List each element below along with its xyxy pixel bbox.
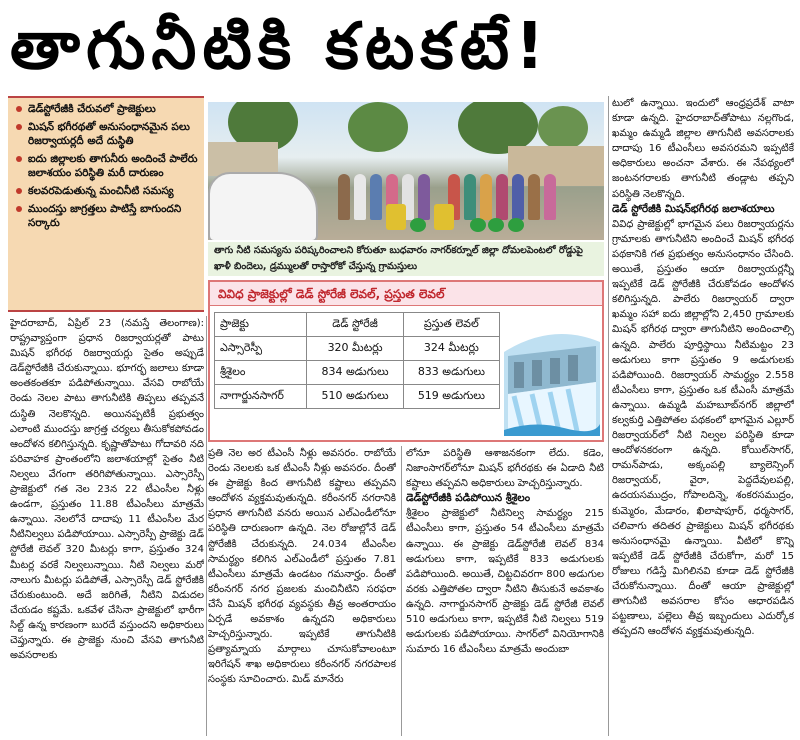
table-row bbox=[215, 385, 500, 409]
table-header-row bbox=[215, 313, 500, 337]
article-paragraph: ప్రతి నెల అర టీఎంసీ నీళ్లు అవసరం. రాబోయే రెండు నెలలకు ఒక టీఎంసీ నీళ్లు అవసరం. దీంతో ఈ ప్రాజెక్టు కింద తాగునీటి కష్టాలు తప్పవని ఆందోళన వ్యక్తమవుతున్నది. కరీంనగర్‌ నగరానికి ప్రధాన తాగునీటి వనరు అయిన ఎల్‌ఎండీలోనూ పరిస్థితి దారుణంగా ఉన్నది. నెల రోజుల్లోనే డెడ్‌ స్టోరేజీకి చేరుకున్నది. 24.034 టీఎంసీల సామర్థ్యం కలిగిన ఎల్‌ఎండీలో ప్రస్తుతం 7.81 టీఎంసీలు మాత్రమే ఉండటం గమనార్హం. దీంతో కరీంనగర్‌ నగర ప్రజలకు మంచినీటిని సరఫరా చేసే మిషన్‌ భగీరథ వ్యవస్థకు తీవ్ర అంతరాయం ఏర్పడే అవకాశం ఉన్నదని అధికారులు హెచ్చరిస్తున్నారు. ఇప్పటికే తాగునీటికి ప్రత్యామ్నాయ మార్గాలు చూసుకోవాలంటూ ఇరిగేషన్‌ శాఖ అధికారులు కరీంనగర్‌ నగరపాలక సంస్థకు సూచించారు. మిడ్‌ మానేరు bbox=[208, 448, 396, 686]
highlights-box bbox=[8, 96, 204, 312]
highlight-item: కలవరపెడుతున్న మంచినీటి సమస్య bbox=[14, 184, 198, 198]
protest-photo bbox=[208, 102, 604, 240]
article-paragraph: శ్రీశైలం ప్రాజెక్టులో నీటినిల్వ సామర్థ్యం 215 టీఎంసీలు కాగా, ప్రస్తుతం 54 టీఎంసీలు మాత్రమే ఉన్నాయి. ఈ ప్రాజెక్టు డెడ్‌స్టోరేజీ లెవల్‌ 834 అడుగులు కాగా, ఇప్పటికే 833 అడుగులకు పడిపోయింది. అయితే, చిట్టచివరగా 800 అడుగుల వరకు ఎత్తిపోతల ద్వారా నీటిని తీసుకునే అవకాశం ఉన్నది. నాగార్జునసాగర్‌ ప్రాజెక్టు డెడ్‌ స్టోరేజీ లెవల్‌ 510 అడుగులు కాగా, ఇప్పటికే నీటి నిల్వలు 519 అడుగులకు పడిపోయాయి. సాగర్‌లో వినియోగానికి సుమారు 16 టీఎంసీలు మాత్రమే అందుబా bbox=[406, 508, 604, 656]
column-divider bbox=[401, 446, 402, 736]
table-cell: 833 అడుగులు bbox=[403, 361, 499, 385]
section-subheading: డెడ్‌ స్టోరేజీకి మిషన్‌భగీరథ జలాశయాలు bbox=[612, 202, 775, 215]
photo-caption: తాగు నీటి సమస్యను పరిష్కరించాలని కోరుతూ బుధవారం నాగర్‌కర్నూల్‌ జిల్లా దోమలపెంటలో రోడ్డుపై ఖాళీ బిందెలు, డ్రమ్ములతో రాస్తారోకో చేస్తున్న గ్రామస్తులు bbox=[208, 242, 604, 276]
table-header: ప్రాజెక్టు bbox=[215, 313, 307, 337]
table-cell: శ్రీశైలం bbox=[215, 361, 307, 385]
table-header: డెడ్‌ స్టోరేజీ bbox=[307, 313, 403, 337]
table-cell: ఎస్సారెస్పీ bbox=[215, 337, 307, 361]
article-column-4 bbox=[612, 96, 794, 736]
table-cell: 324 మీటర్లు bbox=[403, 337, 499, 361]
column-divider bbox=[608, 96, 609, 736]
table-title: వివిధ ప్రాజెక్టుల్లో డెడ్‌ స్టోరేజీ లెవల్‌, ప్రస్తుత లెవల్‌ bbox=[210, 282, 602, 306]
section-subheading: డెడ్‌స్టోరేజీకి పడిపోయిన శ్రీశైలం bbox=[406, 492, 531, 505]
table-header: ప్రస్తుత లెవల్‌ bbox=[403, 313, 499, 337]
article-paragraph: వివిధ ప్రాజెక్టుల్లో భాగమైన పలు రిజర్వాయర్లను గ్రామాలకు తాగునీటిని అందించే మిషన్‌ భగీరథ పథకానికి గత ప్రభుత్వం అనుసంధానం చేసింది. అయితే, ప్రస్తుతం ఆయా రిజర్వాయర్లన్నీ ఇప్పటికే డెడ్‌ స్టోరేజీకి చేరుకోవడం ఆందోళన కలిగిస్తున్నది. పాలేరు రిజర్వాయర్‌ ద్వారా ఖమ్మం సహా ఐదు జిల్లాల్లోని 2,450 గ్రామాలకు మిషన్‌ భగీరథ ద్వారా తాగునీటిని అందించాల్సి ఉన్నది. పాలేరు పూర్తిస్థాయి నీటిమట్టం 23 అడుగులు కాగా ప్రస్తుతం 9 అడుగులకు పడిపోయింది. రిజర్వాయర్‌ సామర్థ్యం 2.558 టీఎంసీలు కాగా, ప్రస్తుతం ఒక టీఎంసీ మాత్రమే ఉన్నాయి. ఉమ్మడి మహబూబ్‌నగర్‌ జిల్లాలో కల్వకుర్తి ఎత్తిపోతల పథకంలో భాగమైన ఎల్లూర్‌ రిజర్వాయర్‌లో నీటి నిల్వల పరిస్థితి కూడా ఆందోళనకరంగా ఉన్నది. కోయిల్‌సాగర్‌, రామన్‌పాడు, అక్కంపల్లి బ్యాలెన్సింగ్‌ రిజర్వాయర్‌, వైరా, పెద్దదేవులపల్లి, ఉదయసముద్రం, గోపాలదిన్నె, శంకరసముద్రం, కుమ్మెరం, మేడారం, ఖిలాషాపూర్‌, ధర్మసాగర్‌, చలివాగు తదితర ప్రాజెక్టులు మిషన్‌ భగీరథకు అనుసంధానమై ఉన్నాయి. వీటిలో కొన్ని ఇప్పటికే డెడ్‌ స్టోరేజీకి చేరుకోగా, మరో 15 రోజులు గడిస్తే మిగిలినవి కూడా డెడ్‌ స్టోరేజీకి చేరుకోనున్నాయి. దీంతో ఆయా ప్రాజెక్టుల్లో తాగునీటి అవసరాల కోసం ఆధారపడిన పట్టణాలు, పల్లెలు తీవ్ర ఇబ్బందులు ఎదుర్కోక తప్పదని ఆందోళన వ్యక్తమవుతున్నది. bbox=[612, 218, 794, 638]
article-column-3 bbox=[406, 446, 604, 736]
article-paragraph: హైదరాబాద్‌, ఏప్రిల్‌ 23 (నమస్తే తెలంగాణ): రాష్ట్రవ్యాప్తంగా ప్రధాన రిజర్వాయర్లతో పాటు మిషన్‌ భగీరథ రిజర్వాయర్లు సైతం అప్పుడే డెడ్‌స్టోరేజీకి చేరుకున్నాయి. భూగర్భ జలాలు కూడా అంతకంతకూ పడిపోతున్నాయి. వేసవి రాబోయే రెండు నెలల పాటు తాగునీటికి తిప్పలు తప్పవనే దుస్థితి నెలకొన్నది. అయినప్పటికీ ప్రభుత్వం ఎలాంటి ముందస్తు జాగ్రత్త చర్యలు తీసుకోకపోవడం ఆందోళన కలిగిస్తున్నది. కృష్ణాతోపాటు గోదావరి నది పరివాహక ప్రాంతంలోని జలాశయాల్లో సైతం నీటి నిల్వలు వేగంగా తరిగిపోతున్నాయి. ఎస్సారెస్పీ ప్రాజెక్టులో గత నెల 23న 22 టీఎంసీల నీళ్లు ఉండగా, ప్రస్తుతం 11.88 టీఎంసీలు మాత్రమే ఉన్నాయి. నెలలోనే దాదాపు 11 టీఎంసీల మేర నీటినిల్వలు పడిపోయాయి. ఎస్సారెస్పీ ప్రాజెక్టు డెడ్‌ స్టోరేజీ లెవల్‌ 320 మీటర్లు కాగా, ప్రస్తుతం 324 మీటర్ల వరకే నిల్వలున్నాయి. నీటి నిల్వలు మరో నాలుగు మీటర్లు పడిపోతే, ఎస్సారెస్పీ డెడ్‌ స్టోరేజీకి చేరుకుంటుంది. అదే జరిగితే, నీటిని విడుదల చేయడం కష్టమే. ఒకవేళ చేసినా ప్రాజెక్టులో భారీగా సిల్ట్‌ ఉన్న కారణంగా బురదే వస్తుందని అధికారులు చెప్తున్నారు. ఈ ప్రాజెక్టు నుంచి వేసవి తాగునీటి అవసరాలకు bbox=[10, 318, 204, 662]
article-column-2 bbox=[208, 446, 396, 736]
article-paragraph: లోనూ పరిస్థితి ఆశాజనకంగా లేదు. కడెం, నిజాంసాగర్‌లోనూ మిషన్‌ భగీరథకు ఈ ఏడాది నీటి కష్టాలు తప్పవని అధికారులు హెచ్చరిస్తున్నారు. bbox=[406, 448, 604, 490]
article-column-1 bbox=[10, 316, 204, 736]
storage-levels-box bbox=[208, 280, 604, 442]
table-cell: 519 అడుగులు bbox=[403, 385, 499, 409]
table-cell: నాగార్జునసాగర్‌ bbox=[215, 385, 307, 409]
article-paragraph: టులో ఉన్నాయి. ఇందులో ఆంధ్రప్రదేశ్‌ వాటా కూడా ఉన్నది. హైదరాబాద్‌తోపాటు నల్లగొండ, ఖమ్మం ఉమ్మడి జిల్లాల తాగునీటి అవసరాలకు దాదాపు 16 టీఎంసీలు అవసరమని ఇప్పటికే అధికారులు అంచనా వేశారు. ఈ నేపథ్యంలో జంటనగరాలకు తాగునీటి తండ్లాట తప్పని పరిస్థితి నెలకొన్నది. bbox=[612, 98, 794, 200]
highlight-item: డెడ్‌స్టోరేజీకి చేరువలో ప్రాజెక్టులు bbox=[14, 102, 198, 116]
table-row bbox=[215, 361, 500, 385]
table-row bbox=[215, 337, 500, 361]
table-cell: 834 అడుగులు bbox=[307, 361, 403, 385]
highlight-item: ముందస్తు జాగ్రత్తలు పాటిస్తే బాగుందని సర్కారు bbox=[14, 202, 198, 230]
headline: తాగునీటికి కటకటే! bbox=[10, 10, 551, 84]
highlight-item: ఐదు జిల్లాలకు తాగునీరు అందించే పాలేరు జలాశయం పరిస్థితి మరీ దారుణం bbox=[14, 152, 198, 180]
table-cell: 510 అడుగులు bbox=[307, 385, 403, 409]
storage-levels-table bbox=[214, 312, 500, 409]
column-divider bbox=[206, 316, 207, 736]
dam-illustration bbox=[504, 312, 600, 436]
table-cell: 320 మీటర్లు bbox=[307, 337, 403, 361]
highlight-item: మిషన్‌ భగీరథతో అనుసంధానమైన పలు రిజర్వాయర్లదీ అదే దుస్థితి bbox=[14, 120, 198, 148]
